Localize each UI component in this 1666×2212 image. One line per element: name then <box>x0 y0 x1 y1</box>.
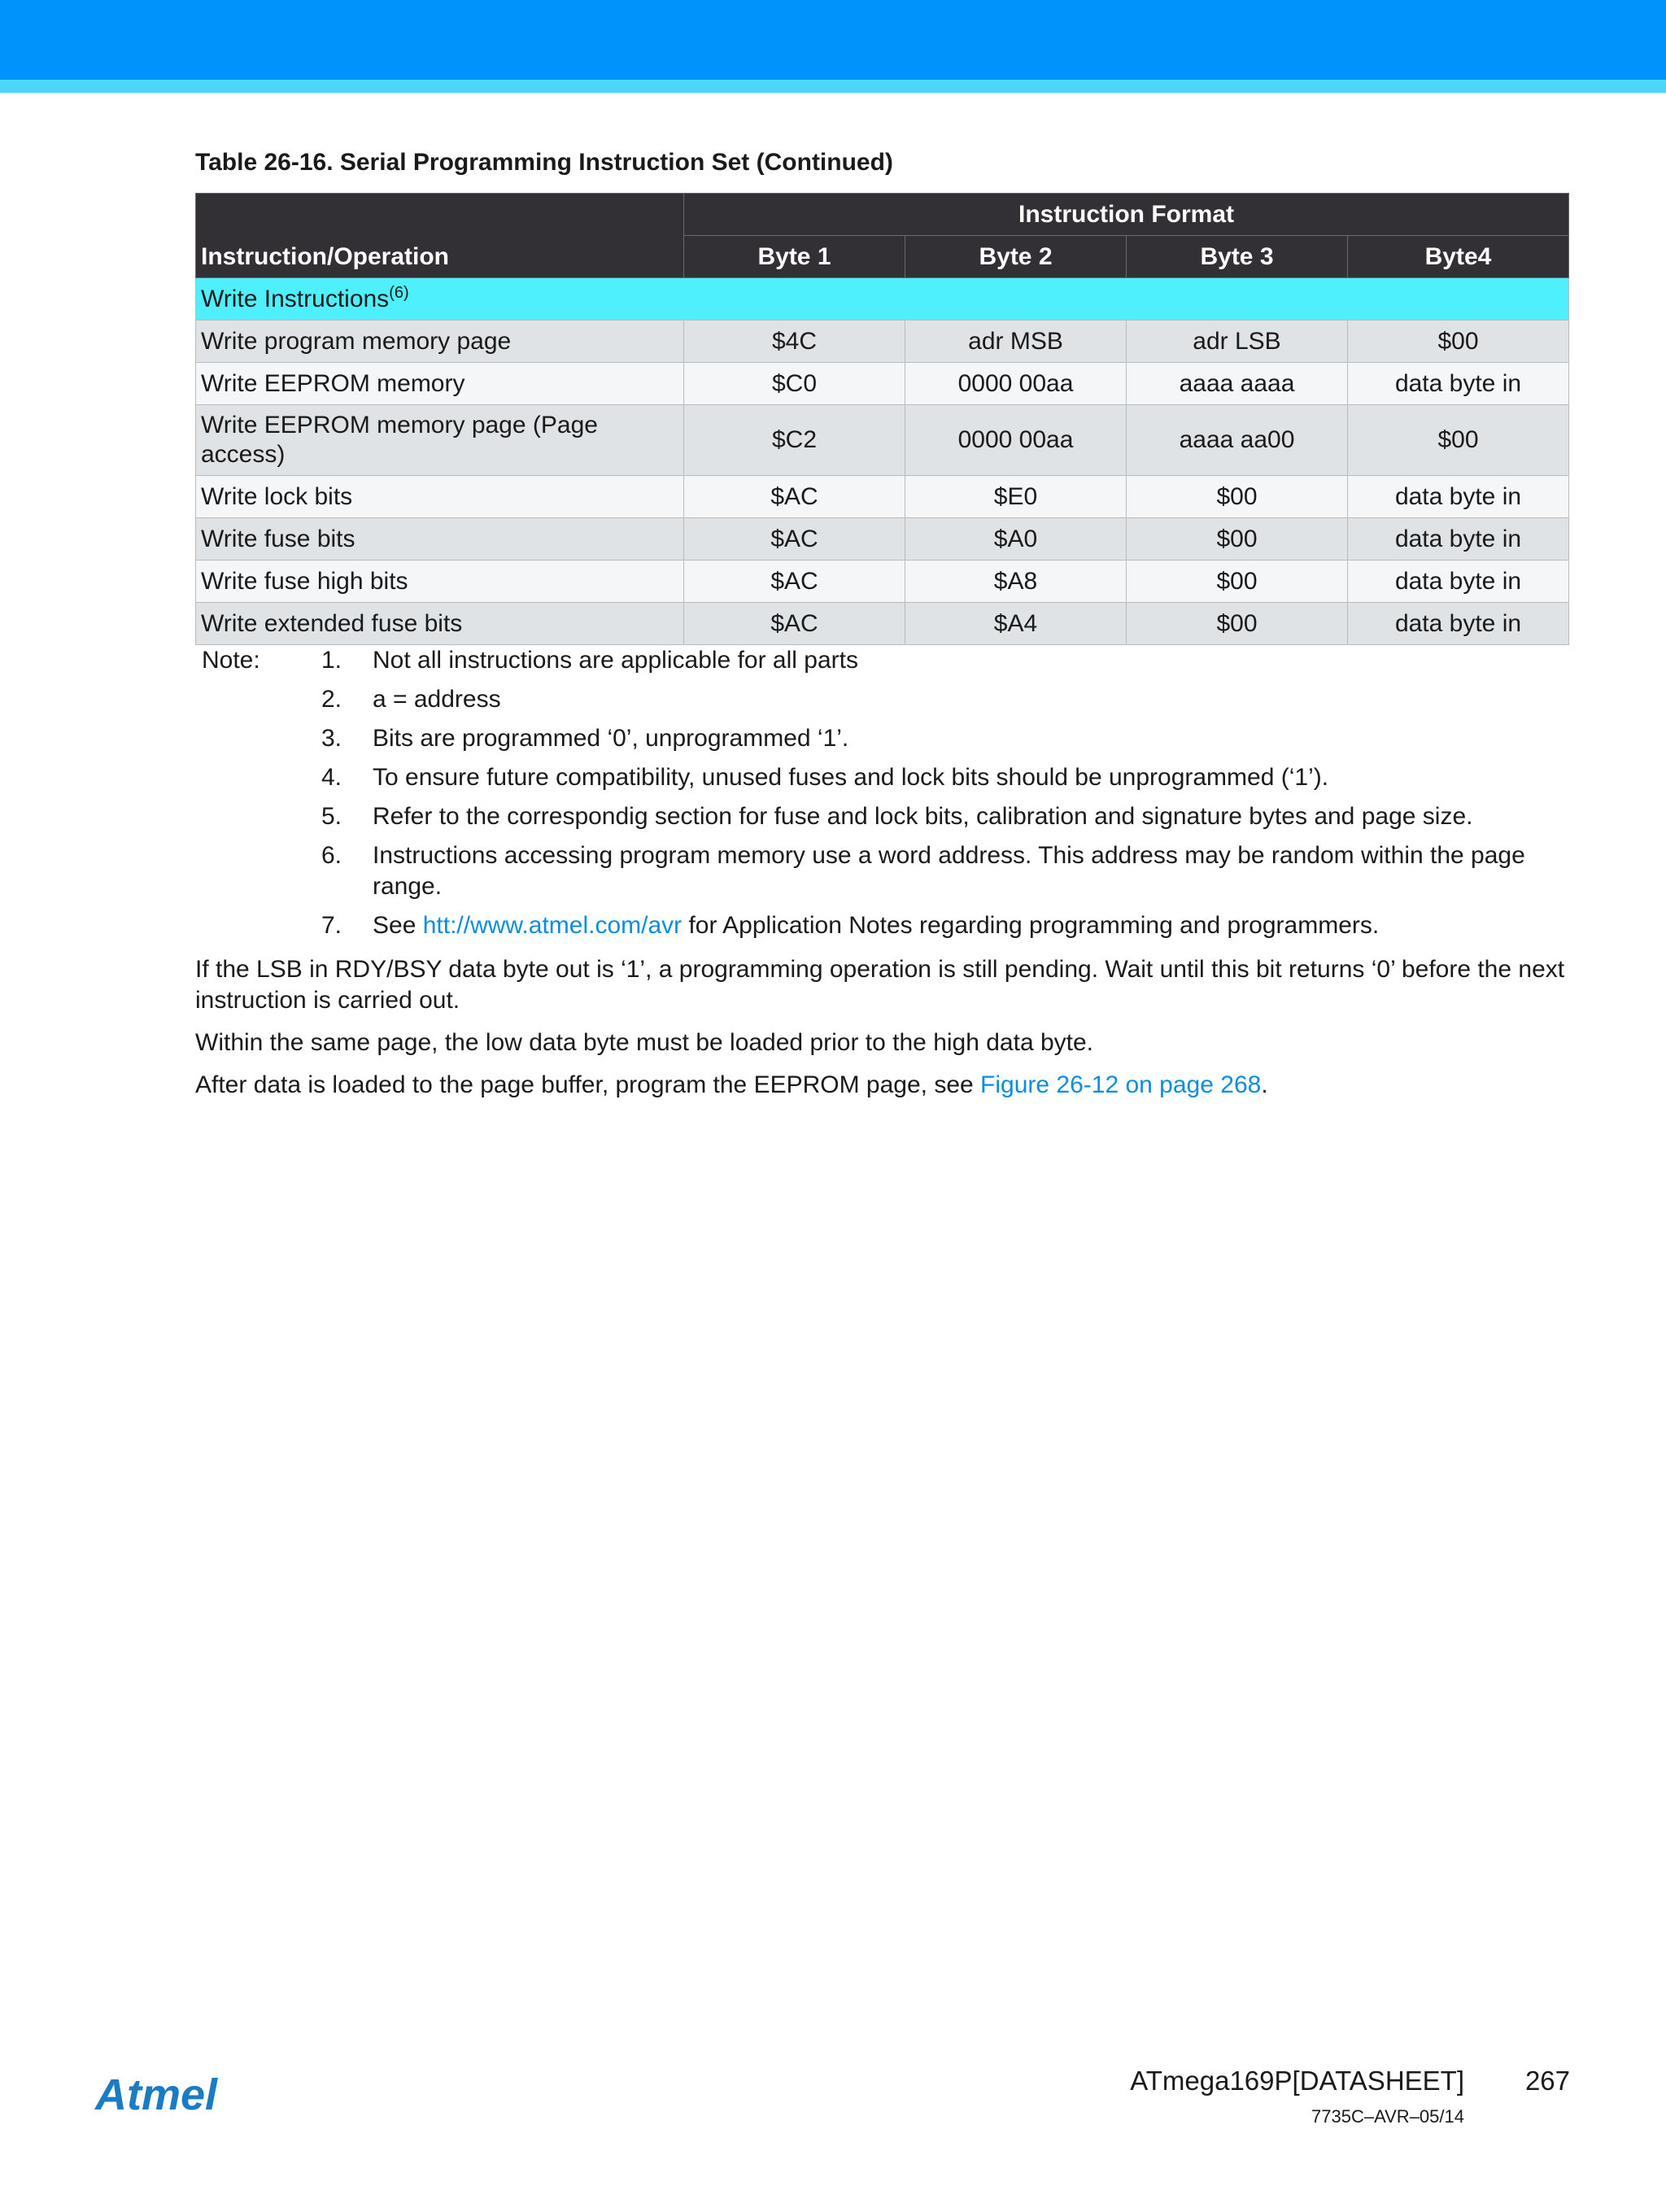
cell-byte-4: data byte in <box>1348 363 1569 405</box>
cell-byte-2: $A0 <box>905 518 1127 561</box>
cell-op: Write EEPROM memory page (Page access) <box>196 405 684 476</box>
note-item <box>195 840 1570 910</box>
note-number: 6. <box>321 842 342 869</box>
paragraph-suffix: . <box>1261 1071 1268 1098</box>
note-text: a = address <box>373 686 501 713</box>
table-row <box>196 321 1569 363</box>
table-row <box>196 561 1569 603</box>
table-row <box>196 518 1569 561</box>
header-byte-1: Byte 1 <box>684 236 905 278</box>
cell-byte-3: adr LSB <box>1127 321 1348 363</box>
atmel-logo <box>94 2070 248 2119</box>
header-byte-2: Byte 2 <box>905 236 1127 278</box>
note-text: Bits are programmed ‘0’, unprogrammed ‘1’. <box>373 725 849 752</box>
header-stripe <box>0 80 1666 93</box>
note-text <box>342 910 1570 941</box>
cell-op: Write program memory page <box>196 321 684 363</box>
note-text: To ensure future compatibility, unused fuses and lock bits should be unprogrammed (‘1’). <box>373 764 1329 791</box>
note-7-suffix: for Application Notes regarding programming and programmers. <box>682 912 1380 939</box>
table-caption: Table 26-16. Serial Programming Instruction Set (Continued) <box>195 149 893 176</box>
note-item <box>195 645 1570 684</box>
cell-byte-2: $E0 <box>905 476 1127 518</box>
cell-byte-3: $00 <box>1127 603 1348 645</box>
header-instruction-operation: Instruction/Operation <box>196 194 684 278</box>
atmel-avr-link[interactable]: htt://www.atmel.com/avr <box>422 912 683 939</box>
cell-byte-3: $00 <box>1127 518 1348 561</box>
cell-byte-4: data byte in <box>1348 561 1569 603</box>
table-notes <box>195 645 1570 949</box>
document-code: 7735C–AVR–05/14 <box>1311 2106 1464 2127</box>
note-7-prefix: See <box>373 912 423 939</box>
cell-byte-2: $A4 <box>905 603 1127 645</box>
cell-byte-1: $C2 <box>684 405 905 476</box>
cell-byte-4: $00 <box>1348 405 1569 476</box>
paragraph-eeprom-page <box>195 1070 1570 1101</box>
cell-byte-4: data byte in <box>1348 518 1569 561</box>
atmel-logo-text: Atmel <box>95 2070 218 2119</box>
note-item <box>195 910 1570 949</box>
figure-26-12-link[interactable]: Figure 26-12 on page 268 <box>980 1071 1262 1098</box>
cell-byte-1: $AC <box>684 476 905 518</box>
cell-byte-2: adr MSB <box>905 321 1127 363</box>
note-number: 5. <box>321 803 342 830</box>
header-band <box>0 0 1666 80</box>
note-item <box>195 762 1570 801</box>
cell-byte-1: $4C <box>684 321 905 363</box>
table-row <box>196 405 1569 476</box>
note-number: 1. <box>321 647 342 674</box>
cell-byte-2: 0000 00aa <box>905 405 1127 476</box>
table-header-row <box>196 194 1569 236</box>
cell-byte-3: aaaa aa00 <box>1127 405 1348 476</box>
note-text: Not all instructions are applicable for all parts <box>373 647 858 674</box>
page-number: 267 <box>1524 2066 1570 2096</box>
note-text: Refer to the correspondig section for fuse and lock bits, calibration and signature bytes and page size. <box>373 803 1473 830</box>
paragraph-rdy-bsy: If the LSB in RDY/BSY data byte out is ‘1’, a programming operation is still pending. Wait until this bit returns ‘0’ before the next instruction is carried out. <box>195 956 1565 1014</box>
cell-byte-3: $00 <box>1127 476 1348 518</box>
section-label: Write Instructions <box>201 285 390 312</box>
page-content <box>195 146 1570 1112</box>
note-text: Instructions accessing program memory use a word address. This address may be random within the page range. <box>373 842 1525 900</box>
table-row <box>196 476 1569 518</box>
table-row <box>196 363 1569 405</box>
body-text <box>195 954 1570 1101</box>
table-row <box>196 603 1569 645</box>
section-label-cell <box>196 278 1569 321</box>
cell-byte-2: 0000 00aa <box>905 363 1127 405</box>
section-footnote-ref: (6) <box>389 283 409 302</box>
cell-byte-1: $C0 <box>684 363 905 405</box>
paragraph-prefix: After data is loaded to the page buffer, program the EEPROM page, see <box>195 1071 981 1098</box>
cell-byte-1: $AC <box>684 603 905 645</box>
header-instruction-format: Instruction Format <box>684 194 1569 236</box>
section-row <box>196 278 1569 321</box>
cell-byte-4: data byte in <box>1348 476 1569 518</box>
cell-byte-3: aaaa aaaa <box>1127 363 1348 405</box>
cell-byte-4: data byte in <box>1348 603 1569 645</box>
note-number: 3. <box>321 725 342 752</box>
cell-op: Write fuse high bits <box>196 561 684 603</box>
cell-byte-3: $00 <box>1127 561 1348 603</box>
cell-byte-2: $A8 <box>905 561 1127 603</box>
note-number: 7. <box>321 912 342 939</box>
header-byte-3: Byte 3 <box>1127 236 1348 278</box>
cell-byte-1: $AC <box>684 518 905 561</box>
note-item <box>195 723 1570 762</box>
instruction-table <box>195 193 1569 645</box>
footer-title: ATmega169P[DATASHEET] <box>1130 2066 1464 2096</box>
note-number: 4. <box>321 764 342 791</box>
cell-byte-4: $00 <box>1348 321 1569 363</box>
paragraph-page-order: Within the same page, the low data byte must be loaded prior to the high data byte. <box>195 1029 1094 1056</box>
cell-op: Write fuse bits <box>196 518 684 561</box>
note-label: Note: <box>202 647 260 674</box>
header-byte-4: Byte4 <box>1348 236 1569 278</box>
cell-op: Write EEPROM memory <box>196 363 684 405</box>
note-item <box>195 801 1570 840</box>
cell-byte-1: $AC <box>684 561 905 603</box>
cell-op: Write lock bits <box>196 476 684 518</box>
note-item <box>195 684 1570 723</box>
note-number: 2. <box>321 686 342 713</box>
cell-op: Write extended fuse bits <box>196 603 684 645</box>
